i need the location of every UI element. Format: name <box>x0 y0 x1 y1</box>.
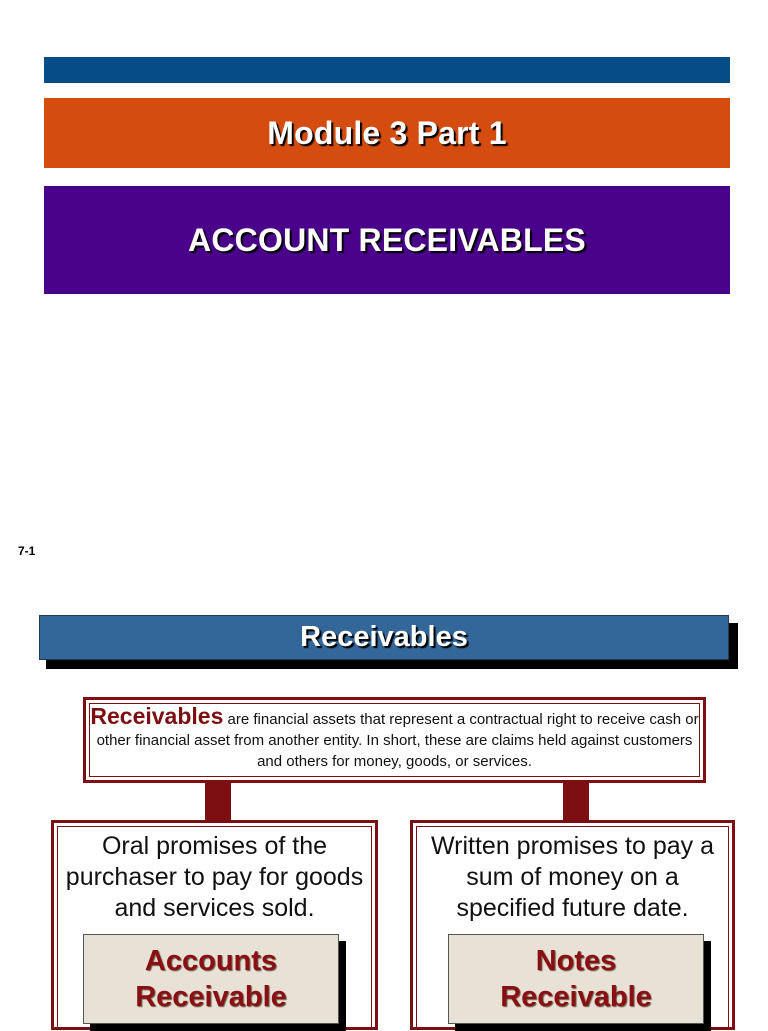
subtitle-banner <box>44 186 730 294</box>
notes-receivable-term-box <box>448 934 704 1024</box>
notes-receivable-term: Notes Receivable <box>500 945 652 1013</box>
title-banner <box>44 98 730 168</box>
definition-text: are financial assets that represent a contractual right to receive cash or other financial asset from another entity. In short, these are claims held against customers and others for money, goods, or services. <box>96 711 699 770</box>
top-accent-bar <box>44 57 730 83</box>
slide-title: Module 3 Part 1 <box>267 114 507 151</box>
notes-receivable-description: Written promises to pay a sum of money on a specified future date. <box>431 832 714 922</box>
definition-inner <box>89 703 700 777</box>
slide-number: 7-1 <box>18 544 36 558</box>
accounts-receivable-term-box <box>83 934 339 1024</box>
slide-subtitle: ACCOUNT RECEIVABLES <box>188 221 586 258</box>
accounts-receivable-term: Accounts Receivable <box>135 945 287 1013</box>
connector-left <box>205 782 231 820</box>
connector-right <box>563 782 589 820</box>
accounts-receivable-description: Oral promises of the purchaser to pay for goods and services sold. <box>65 832 364 922</box>
receivables-header-title: Receivables <box>300 621 468 653</box>
definition-term: Receivables <box>90 703 224 729</box>
definition-box <box>83 697 706 783</box>
receivables-header <box>39 615 729 660</box>
